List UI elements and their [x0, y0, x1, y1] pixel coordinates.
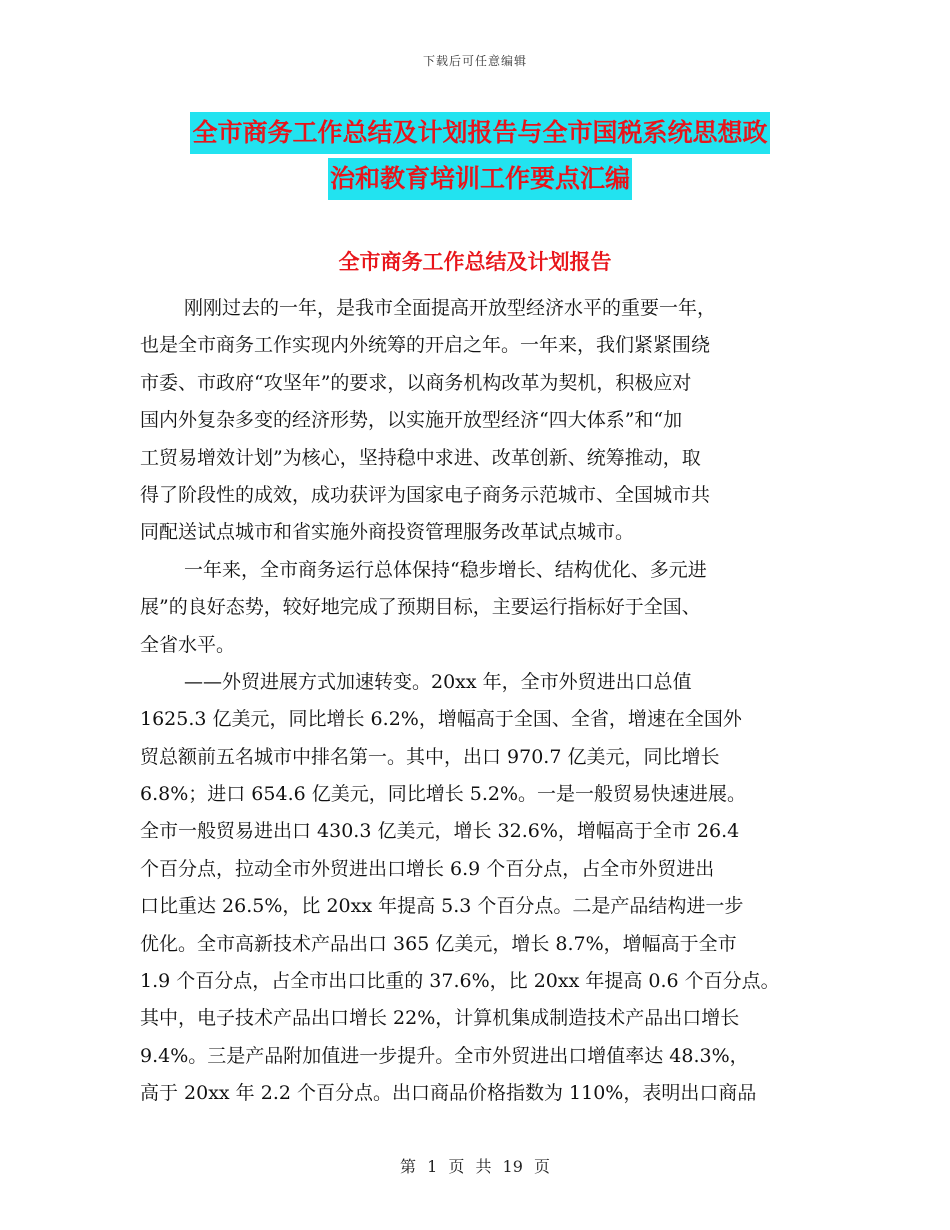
- paragraph-line: 全市一般贸易进出口 430.3 亿美元，增长 32.6%，增幅高于全市 26.4: [140, 820, 740, 843]
- paragraph-line: 口比重达 26.5%，比 20xx 年提高 5.3 个百分点。二是产品结构进一步: [140, 895, 744, 918]
- document-title-line: 治和教育培训工作要点汇编: [328, 158, 632, 200]
- paragraph-line: 其中，电子技术产品出口增长 22%，计算机集成制造技术产品出口增长: [140, 1007, 740, 1030]
- paragraph-line: 高于 20xx 年 2.2 个百分点。出口商品价格指数为 110%，表明出口商品: [140, 1082, 757, 1105]
- document-title: [140, 110, 820, 202]
- paragraph-line: 全省水平。: [140, 633, 236, 656]
- paragraph-line: 国内外复杂多变的经济形势，以实施开放型经济“四大体系”和“加: [140, 409, 683, 432]
- paragraph-line: 个百分点，拉动全市外贸进出口增长 6.9 个百分点，占全市外贸进出: [140, 857, 715, 880]
- paragraph-line: 刚刚过去的一年，是我市全面提高开放型经济水平的重要一年，: [184, 297, 717, 319]
- page-number: 第 1 页 共 19 页: [400, 1157, 550, 1176]
- paragraph-line: 展”的良好态势，较好地完成了预期目标，主要运行指标好于全国、: [140, 596, 701, 619]
- paragraph-line: 1.9 个百分点，占全市出口比重的 37.6%，比 20xx 年提高 0.6 个百分点。: [140, 970, 780, 993]
- paragraph-line: 1625.3 亿美元，同比增长 6.2%，增幅高于全国、全省，增速在全国外: [140, 708, 742, 731]
- paragraph-line: 得了阶段性的成效，成功获评为国家电子商务示范城市、全国城市共: [140, 483, 711, 506]
- document-title-line: 全市商务工作总结及计划报告与全市国税系统思想政: [190, 112, 769, 154]
- paragraph-line: 同配送试点城市和省实施外商投资管理服务改革试点城市。: [140, 521, 635, 544]
- paragraph-line: 市委、市政府“攻坚年”的要求，以商务机构改革为契机，积极应对: [140, 371, 692, 394]
- page-header-note: 下载后可任意编辑: [422, 54, 527, 68]
- paragraph-line: 优化。全市高新技术产品出口 365 亿美元，增长 8.7%，增幅高于全市: [140, 932, 737, 955]
- paragraph-line: 工贸易增效计划”为核心，坚持稳中求进、改革创新、统筹推动，取: [140, 446, 701, 469]
- paragraph-line: ——外贸进展方式加速转变。20xx 年，全市外贸进出口总值: [184, 670, 692, 693]
- document-body: [140, 290, 830, 1113]
- section-title: 全市商务工作总结及计划报告: [338, 250, 612, 274]
- paragraph-line: 9.4%。三是产品附加值进一步提升。全市外贸进出口增值率达 48.3%，: [140, 1044, 749, 1067]
- paragraph-line: 贸总额前五名城市中排名第一。其中，出口 970.7 亿美元，同比增长: [140, 745, 720, 768]
- paragraph-line: 一年来，全市商务运行总体保持“稳步增长、结构优化、多元进: [184, 558, 707, 581]
- paragraph-line: 也是全市商务工作实现内外统筹的开启之年。一年来，我们紧紧围绕: [140, 334, 711, 357]
- paragraph-line: 6.8%；进口 654.6 亿美元，同比增长 5.2%。一是一般贸易快速进展。: [140, 783, 747, 806]
